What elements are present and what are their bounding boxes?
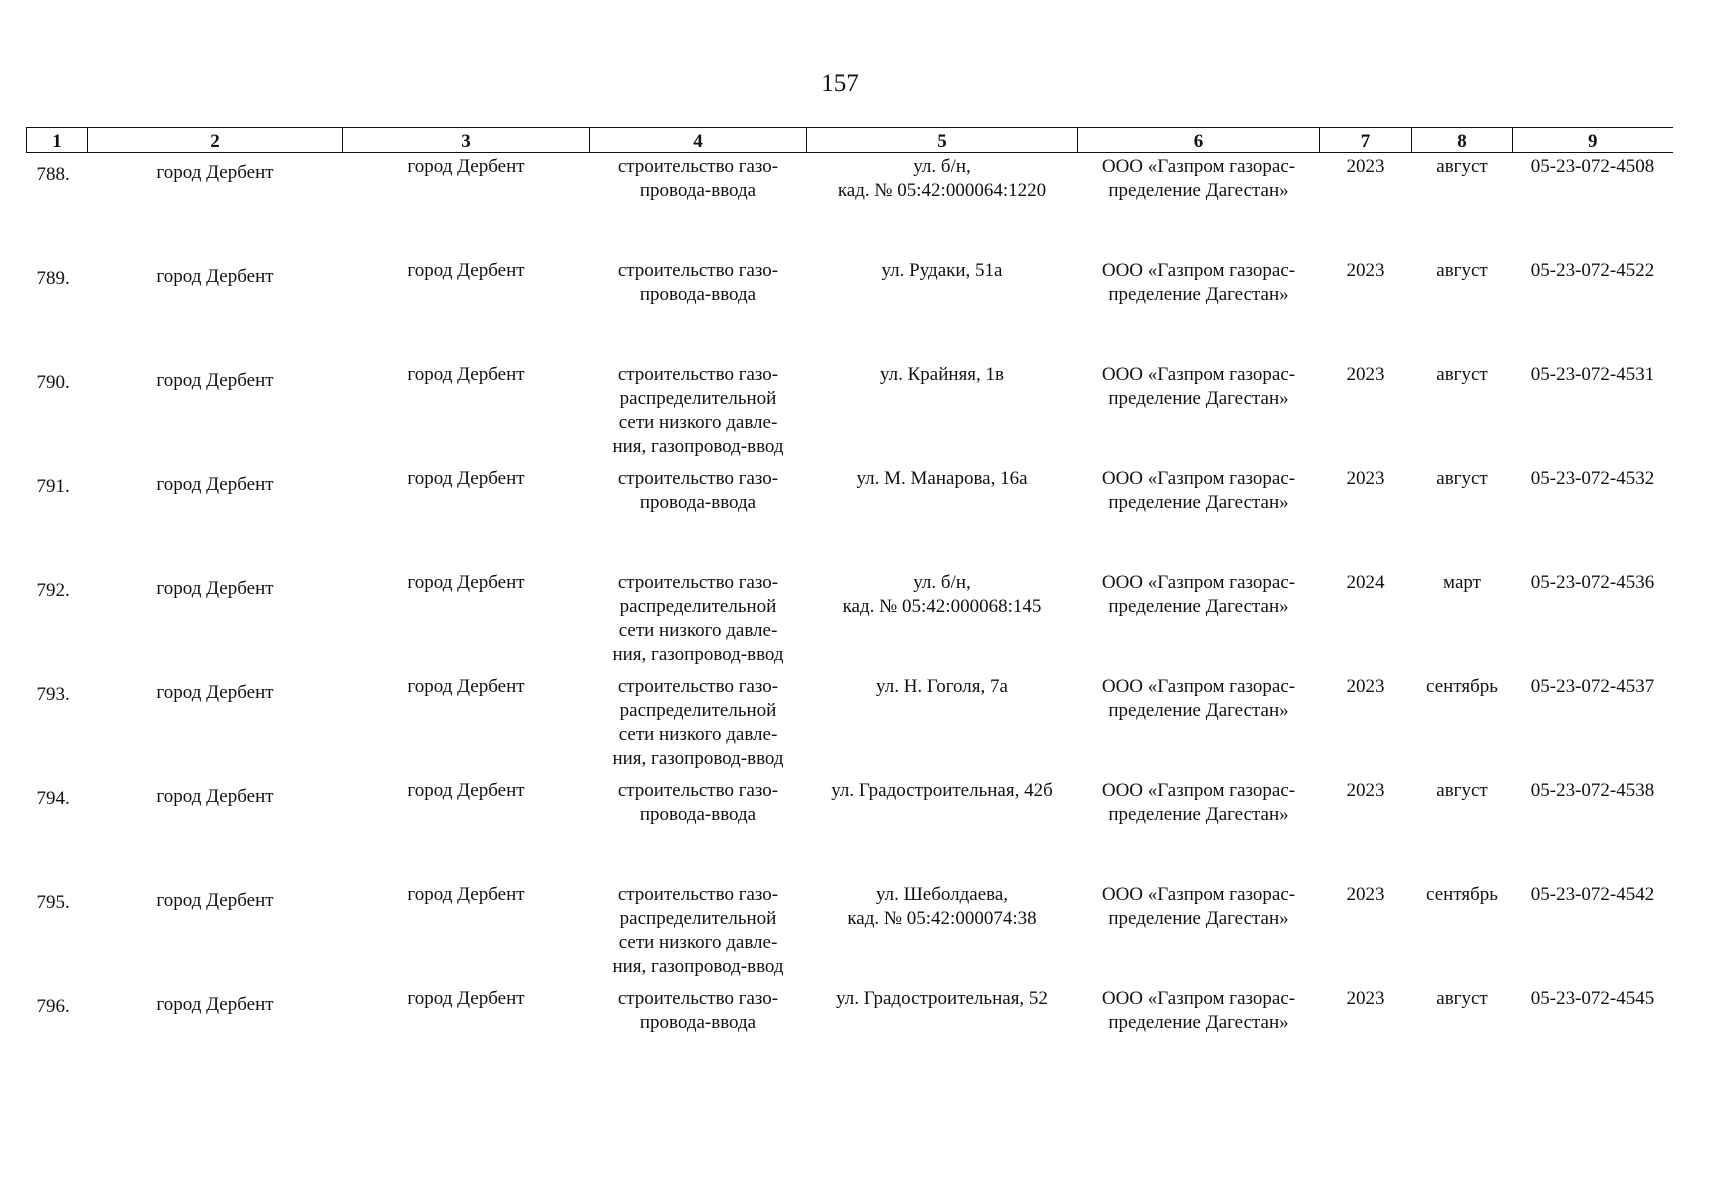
address-cell-line: ул. Крайняя, 1в (879, 364, 1005, 385)
code-cell: 05-23-072-4522 (1530, 260, 1655, 281)
month-cell: август (1436, 364, 1488, 385)
month-cell: сентябрь (1426, 884, 1498, 905)
year-cell: 2023 (1346, 780, 1385, 801)
code-cell: 05-23-072-4538 (1530, 780, 1655, 801)
work-description-cell-line: строительство газо- (617, 156, 779, 177)
year-cell: 2023 (1346, 364, 1385, 385)
organization-cell (1078, 985, 1320, 1089)
organization-cell (1078, 361, 1320, 465)
district-cell: город Дербент (156, 786, 274, 807)
code-cell: 05-23-072-4537 (1530, 676, 1655, 697)
row-number-cell: 790. (36, 372, 70, 393)
work-description-cell-line: ния, газопровод-ввод (612, 956, 784, 977)
table-header (27, 128, 1673, 153)
district-cell: город Дербент (156, 162, 274, 183)
organization-cell (1078, 257, 1320, 361)
work-description-cell-line: провода-ввода (639, 1012, 757, 1033)
work-description-cell-line: сети низкого давле- (618, 620, 778, 641)
month-cell: март (1443, 572, 1481, 593)
table-row (27, 361, 1673, 465)
month-cell: август (1436, 780, 1488, 801)
settlement-cell: город Дербент (407, 676, 525, 697)
address-cell-line: кад. № 05:42:000068:145 (842, 596, 1042, 617)
address-cell (807, 673, 1078, 777)
column-header-7: 7 (1320, 128, 1412, 153)
address-cell-line: кад. № 05:42:000064:1220 (837, 180, 1047, 201)
row-number-cell: 791. (36, 476, 70, 497)
table-row (27, 777, 1673, 881)
row-number-cell: 792. (36, 580, 70, 601)
work-description-cell-line: сети низкого давле- (618, 412, 778, 433)
district-cell: город Дербент (156, 370, 274, 391)
work-description-cell-line: распределительной (619, 388, 777, 409)
work-description-cell-line: строительство газо- (617, 780, 779, 801)
address-cell-line: ул. б/н, (913, 156, 971, 177)
table-row (27, 881, 1673, 985)
table-row (27, 257, 1673, 361)
work-description-cell (590, 985, 807, 1089)
work-description-cell-line: сети низкого давле- (618, 724, 778, 745)
column-header-5: 5 (807, 128, 1078, 153)
organization-cell-line: ООО «Газпром газорас- (1101, 156, 1296, 177)
settlement-cell: город Дербент (407, 988, 525, 1009)
column-header-9: 9 (1513, 128, 1673, 153)
address-cell (807, 881, 1078, 985)
work-description-cell-line: ния, газопровод-ввод (612, 436, 784, 457)
table-row (27, 465, 1673, 569)
year-cell: 2023 (1346, 884, 1385, 905)
register-table (26, 127, 1673, 1089)
work-description-cell-line: строительство газо- (617, 364, 779, 385)
settlement-cell: город Дербент (407, 572, 525, 593)
address-cell (807, 777, 1078, 881)
work-description-cell (590, 361, 807, 465)
settlement-cell: город Дербент (407, 156, 525, 177)
address-cell (807, 153, 1078, 258)
organization-cell-line: пределение Дагестан» (1108, 388, 1289, 409)
work-description-cell (590, 881, 807, 985)
year-cell: 2023 (1346, 156, 1385, 177)
settlement-cell: город Дербент (407, 884, 525, 905)
work-description-cell-line: распределительной (619, 596, 777, 617)
organization-cell-line: ООО «Газпром газорас- (1101, 364, 1296, 385)
address-cell (807, 465, 1078, 569)
address-cell-line: ул. Рудаки, 51а (881, 260, 1003, 281)
address-cell-line: ул. Н. Гоголя, 7а (876, 676, 1008, 697)
work-description-cell-line: строительство газо- (617, 676, 779, 697)
organization-cell-line: пределение Дагестан» (1108, 908, 1289, 929)
settlement-cell: город Дербент (407, 364, 525, 385)
row-number-cell: 788. (36, 164, 70, 185)
table-row (27, 569, 1673, 673)
register-table-wrapper (26, 127, 1672, 1089)
month-cell: август (1436, 988, 1488, 1009)
code-cell: 05-23-072-4532 (1530, 468, 1655, 489)
month-cell: сентябрь (1426, 676, 1498, 697)
work-description-cell-line: строительство газо- (617, 468, 779, 489)
organization-cell-line: ООО «Газпром газорас- (1101, 468, 1296, 489)
organization-cell-line: пределение Дагестан» (1108, 492, 1289, 513)
work-description-cell-line: провода-ввода (639, 804, 757, 825)
column-header-6: 6 (1078, 128, 1320, 153)
work-description-cell-line: сети низкого давле- (618, 932, 778, 953)
organization-cell (1078, 777, 1320, 881)
organization-cell-line: ООО «Газпром газорас- (1101, 884, 1296, 905)
organization-cell-line: пределение Дагестан» (1108, 804, 1289, 825)
organization-cell-line: пределение Дагестан» (1108, 700, 1289, 721)
column-header-1: 1 (27, 128, 88, 153)
work-description-cell-line: строительство газо- (617, 572, 779, 593)
district-cell: город Дербент (156, 474, 274, 495)
row-number-cell: 796. (36, 996, 70, 1017)
organization-cell-line: пределение Дагестан» (1108, 180, 1289, 201)
header-row (27, 128, 1673, 153)
work-description-cell (590, 465, 807, 569)
row-number-cell: 794. (36, 788, 70, 809)
code-cell: 05-23-072-4545 (1530, 988, 1655, 1009)
address-cell-line: кад. № 05:42:000074:38 (847, 908, 1037, 929)
district-cell: город Дербент (156, 266, 274, 287)
year-cell: 2023 (1346, 676, 1385, 697)
month-cell: август (1436, 468, 1488, 489)
column-header-8: 8 (1412, 128, 1513, 153)
organization-cell-line: ООО «Газпром газорас- (1101, 260, 1296, 281)
address-cell (807, 569, 1078, 673)
column-header-3: 3 (343, 128, 590, 153)
organization-cell-line: ООО «Газпром газорас- (1101, 572, 1296, 593)
code-cell: 05-23-072-4542 (1530, 884, 1655, 905)
table-row (27, 985, 1673, 1089)
work-description-cell-line: провода-ввода (639, 180, 757, 201)
work-description-cell (590, 569, 807, 673)
address-cell-line: ул. Градостроительная, 52 (836, 988, 1048, 1009)
organization-cell (1078, 881, 1320, 985)
work-description-cell-line: строительство газо- (617, 884, 779, 905)
work-description-cell-line: ния, газопровод-ввод (612, 748, 784, 769)
year-cell: 2023 (1346, 260, 1385, 281)
district-cell: город Дербент (156, 682, 274, 703)
organization-cell (1078, 153, 1320, 258)
page-number: 157 (821, 70, 859, 97)
district-cell: город Дербент (156, 890, 274, 911)
code-cell: 05-23-072-4536 (1530, 572, 1655, 593)
settlement-cell: город Дербент (407, 468, 525, 489)
row-number-cell: 789. (36, 268, 70, 289)
row-number-cell: 793. (36, 684, 70, 705)
address-cell-line: ул. М. Манарова, 16а (856, 468, 1028, 489)
table-row (27, 153, 1673, 258)
address-cell-line: ул. Градостроительная, 42б (831, 780, 1053, 801)
address-cell-line: ул. Шеболдаева, (875, 884, 1009, 905)
address-cell-line: ул. б/н, (913, 572, 971, 593)
organization-cell-line: пределение Дагестан» (1108, 1012, 1289, 1033)
year-cell: 2024 (1346, 572, 1385, 593)
work-description-cell-line: распределительной (619, 908, 777, 929)
work-description-cell-line: строительство газо- (617, 988, 779, 1009)
address-cell (807, 257, 1078, 361)
organization-cell-line: ООО «Газпром газорас- (1101, 988, 1296, 1009)
work-description-cell-line: провода-ввода (639, 492, 757, 513)
organization-cell (1078, 465, 1320, 569)
year-cell: 2023 (1346, 468, 1385, 489)
code-cell: 05-23-072-4508 (1530, 156, 1655, 177)
work-description-cell-line: провода-ввода (639, 284, 757, 305)
column-header-2: 2 (88, 128, 343, 153)
work-description-cell-line: распределительной (619, 700, 777, 721)
organization-cell (1078, 673, 1320, 777)
work-description-cell (590, 257, 807, 361)
organization-cell-line: пределение Дагестан» (1108, 284, 1289, 305)
work-description-cell-line: строительство газо- (617, 260, 779, 281)
code-cell: 05-23-072-4531 (1530, 364, 1655, 385)
column-header-4: 4 (590, 128, 807, 153)
year-cell: 2023 (1346, 988, 1385, 1009)
month-cell: август (1436, 260, 1488, 281)
settlement-cell: город Дербент (407, 260, 525, 281)
organization-cell-line: ООО «Газпром газорас- (1101, 676, 1296, 697)
address-cell (807, 985, 1078, 1089)
work-description-cell (590, 673, 807, 777)
organization-cell-line: ООО «Газпром газорас- (1101, 780, 1296, 801)
work-description-cell (590, 777, 807, 881)
organization-cell (1078, 569, 1320, 673)
organization-cell-line: пределение Дагестан» (1108, 596, 1289, 617)
table-row (27, 673, 1673, 777)
table-body (27, 153, 1673, 1090)
district-cell: город Дербент (156, 578, 274, 599)
district-cell: город Дербент (156, 994, 274, 1015)
work-description-cell-line: ния, газопровод-ввод (612, 644, 784, 665)
settlement-cell: город Дербент (407, 780, 525, 801)
row-number-cell: 795. (36, 892, 70, 913)
month-cell: август (1436, 156, 1488, 177)
address-cell (807, 361, 1078, 465)
work-description-cell (590, 153, 807, 258)
